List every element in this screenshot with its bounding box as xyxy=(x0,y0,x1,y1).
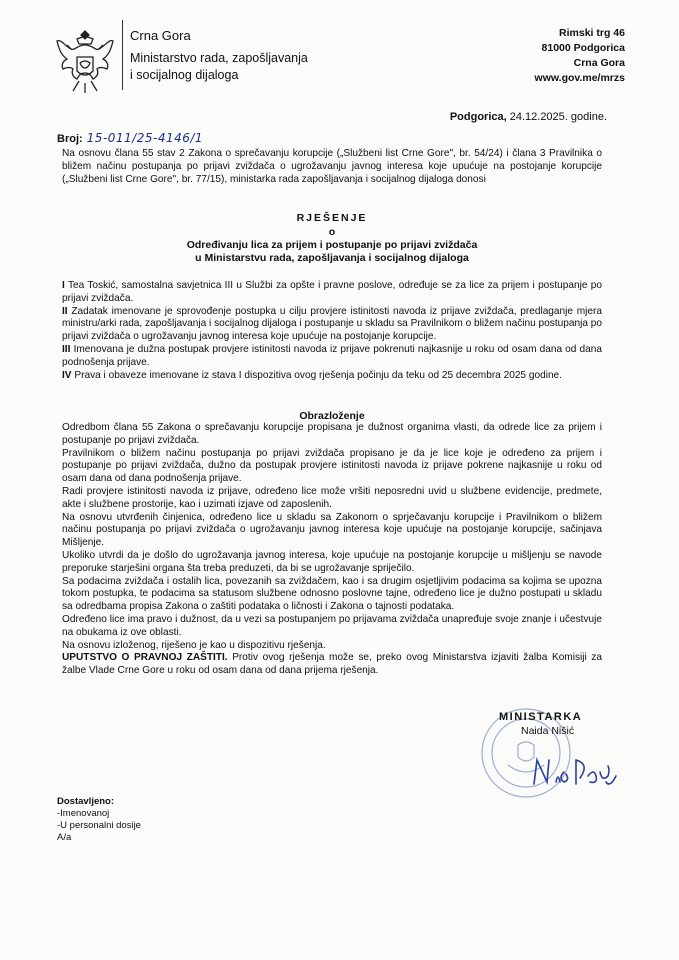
address-country: Crna Gora xyxy=(573,57,625,69)
reasoning-paragraph: Pravilnikom o bližem načinu postupanja po prijavi zviždača propisano je da je lice koje je određeno za prijem i postupanje po prijavi zviždača, dužno da postupak provjere istinitosti navoda iz prijave pokrene najkasnije u roku od osam dana od dana podnošenja prijave. xyxy=(62,447,602,485)
signatory-name: Naida Nišić xyxy=(521,725,575,737)
dispositive-item xyxy=(62,306,602,344)
legal-remedy-text: Protiv ovog rješenja može se, preko ovog Ministarstva izjaviti žalba Komisiji za žalbe Vlade Crne Gore u roku od osam dana od dana prijema rješenja. xyxy=(62,652,602,677)
place: Podgorica, xyxy=(449,111,507,123)
dispositive-item xyxy=(62,280,602,306)
intro-paragraph: Na osnovu člana 55 stav 2 Zakona o sprečavanju korupcije („Službeni list Crne Gore", br. 54/24) i člana 3 Pravilnika o bližem načinu postupanja po prijavi zviždača o ugrožavanju javnog interesa koje upućuje na postojanje korupcije („Službeni list Crne Gore", br. 77/15), ministarka rada zapošljavanja i socijalnog dijaloga donosi xyxy=(62,148,602,185)
reasoning-paragraph: Na osnovu izloženog, riješeno je kao u dispozitivu rješenja. xyxy=(62,639,326,651)
recipient-item: A/a xyxy=(57,832,72,843)
reasoning-heading: Obrazloženje xyxy=(299,410,365,422)
decision-title-o: o xyxy=(328,226,336,238)
reasoning-paragraph: Radi provjere istinitosti navoda iz prijave, određeno lice može vršiti neposredni uvid u službene evidencije, predmete, akte i službene prostorije, kao i uzimati izjave od zaposlenih. xyxy=(62,485,602,510)
reasoning-paragraph: Ukoliko utvrdi da je došlo do ugrožavanja javnog interesa, koje upućuje na postojanje korupcije u mišljenju se navode preporuke starješini organa šta treba preduzeti, da bi se ugrožavanje spriječilo. xyxy=(62,549,602,574)
recipients-label: Dostavljeno: xyxy=(57,796,115,807)
recipient-item: -Imenovanoj xyxy=(57,808,110,819)
signatory-title: MINISTARKA xyxy=(499,711,583,723)
recipients xyxy=(57,796,141,844)
item-text: Prava i obaveze imenovane iz stava I dispozitiva ovog rješenja počinju da teku od 25 decembra 2025 godine. xyxy=(74,369,562,381)
item-text: Tea Toskić, samostalna savjetnica III u Službi za opšte i pravne poslove, određuje se za lice za prijem i postupanje po prijavi zviždača. xyxy=(62,280,602,304)
reasoning-paragraph: Sa podacima zviždača i ostalih lica, povezanih sa zviždačem, kao i sa drugim osjetljivim podacima sa kojima se upozna tokom postupka, te podacima sa statusom službene odnosno poslovne tajne, određeno lice je dužno postupati u skladu sa odredbama propisa Zakona o zaštiti podataka o ličnosti i Zakona o tajnosti podataka. xyxy=(62,575,602,613)
recipient-item: -U personalni dosije xyxy=(57,820,141,831)
address-website: www.gov.me/mrzs xyxy=(534,72,625,84)
decision-title: RJEŠENJE xyxy=(296,212,368,224)
reference-number xyxy=(57,131,203,145)
date: 24.12.2025. godine. xyxy=(509,111,607,123)
reasoning-paragraph: Odredbom člana 55 Zakona o sprečavanju korupcije propisana je dužnost organima vlasti, da odrede lice za prijem i postupanje po prijavi zviždača. xyxy=(62,422,602,446)
dispositive-item xyxy=(62,370,602,383)
item-number: II xyxy=(62,305,68,317)
state-name: Crna Gora xyxy=(130,28,191,43)
reasoning-paragraph: Na osnovu utvrđenih činjenica, određeno lice u skladu sa Zakonom o sprječavanju korupcije i Pravilnikom o bližem načinu postupanja po prijavi zviždača o ugrožavanju javnog interesa koje upućuje na postojanje korupcije, sačinjava Mišljenje. xyxy=(62,511,602,549)
handwritten-signature-icon xyxy=(530,752,620,792)
reference-handwritten-number: 15-011/25-4146/1 xyxy=(86,131,204,145)
legal-remedy-label: UPUTSTVO O PRAVNOJ ZAŠTITI. xyxy=(62,652,228,664)
item-text: Imenovana je dužna postupak provjere istinitosti navoda iz prijave pokrenuti najkasnije u roku od osam dana od dana podnošenja prijave. xyxy=(62,343,602,368)
dispositive-item xyxy=(62,344,602,370)
ministry-name-line2: i socijalnog dijaloga xyxy=(130,68,239,82)
legal-remedy xyxy=(62,652,602,678)
place-and-date xyxy=(450,111,607,123)
ministry-name-line1: Ministarstvo rada, zapošljavanja xyxy=(130,51,308,65)
item-number: I xyxy=(62,280,65,291)
coat-of-arms-icon xyxy=(55,27,115,95)
reasoning-section xyxy=(62,422,602,678)
ministry-address xyxy=(535,26,625,86)
dispositive-section xyxy=(62,280,602,382)
item-text: Zadatak imenovane je sprovođenje postupka u cilju provjere istinitosti navoda iz prijave zviždača, predlaganje mjera ministru/arki rada, zapošljavanja i socijalnog dijaloga i postupanje u skladu sa Pravilnikom o bližem načinu postupanja po prijavi zviždača o ugrožavanju javnog interesa koje upućuje na postojanje korupcije. xyxy=(62,305,602,343)
item-number: IV xyxy=(62,369,72,381)
decision-subject-line2: u Ministarstvu rada, zapošljavanja i socijalnog dijaloga xyxy=(195,252,469,264)
item-number: III xyxy=(62,343,71,355)
reference-label: Broj: xyxy=(57,133,83,145)
decision-subject-line1: Određivanju lica za prijem i postupanje po prijavi zviždača xyxy=(186,239,478,251)
address-street: Rimski trg 46 xyxy=(559,27,625,39)
address-city: 81000 Podgorica xyxy=(541,42,625,54)
header-divider xyxy=(122,20,123,90)
reasoning-paragraph: Određeno lice ima pravo i dužnost, da u vezi sa postupanjem po prijavama zviždača unapređuje svoje znanje i učestvuje na obukama iz ove oblasti. xyxy=(62,613,602,638)
ministry-header xyxy=(130,27,308,84)
